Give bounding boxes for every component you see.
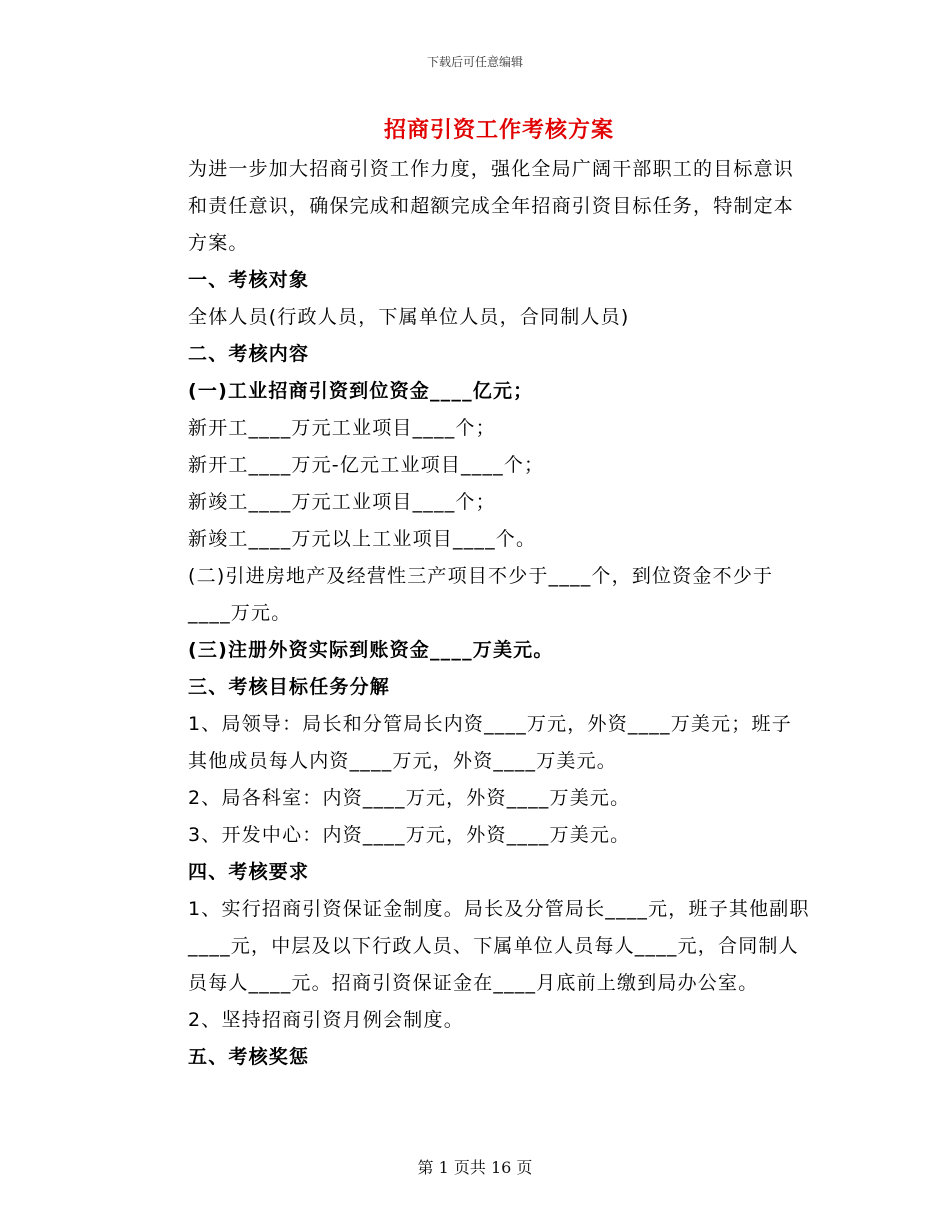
task-item-1: 1、局领导：局长和分管局长内资____万元，外资____万美元；班子其他成员每人内资____万元，外资____万美元。 (188, 713, 792, 772)
section-heading-4: 四、考核要求 (188, 861, 310, 883)
list-item: 新竣工____万元以上工业项目____个。 (188, 528, 537, 550)
list-item: 新开工____万元-亿元工业项目____个； (188, 454, 545, 476)
section-heading-3: 三、考核目标任务分解 (188, 676, 391, 698)
paragraph-targets: 全体人员(行政人员，下属单位人员，合同制人员) (188, 306, 630, 328)
section-heading-2: 二、考核内容 (188, 343, 310, 365)
header-note: 下载后可任意编辑 (426, 55, 523, 69)
document-title: 招商引资工作考核方案 (383, 117, 614, 143)
section-heading-5: 五、考核奖惩 (188, 1046, 310, 1068)
requirement-item-2: 2、坚持招商引资月例会制度。 (188, 1009, 464, 1031)
document-body (142, 151, 812, 1076)
intro-paragraph: 为进一步加大招商引资工作力度，强化全局广阔干部职工的目标意识和责任意识，确保完成和超额完成全年招商引资目标任务，特制定本方案。 (188, 158, 795, 254)
page-footer: 第 1 页共 16 页 (417, 1158, 533, 1177)
list-item: 新竣工____万元工业项目____个； (188, 491, 496, 513)
task-item-3: 3、开发中心：内资____万元，外资____万美元。 (188, 824, 631, 846)
requirement-item-1: 1、实行招商引资保证金制度。局长及分管局长____元，班子其他副职____元，中层及以下行政人员、下属单位人员每人____元，合同制人员每人____元。招商引资保证金在____月底前上缴到局办公室。 (188, 898, 810, 994)
task-item-2: 2、局各科室：内资____万元，外资____万美元。 (188, 787, 631, 809)
subsection-3: (三)注册外资实际到账资金____万美元。 (188, 639, 554, 661)
subsection-1: (一)工业招商引资到位资金____亿元； (188, 380, 534, 402)
section-heading-1: 一、考核对象 (188, 269, 310, 291)
subsection-2: (二)引进房地产及经营性三产项目不少于____个，到位资金不少于____万元。 (188, 565, 774, 624)
list-item: 新开工____万元工业项目____个； (188, 417, 496, 439)
